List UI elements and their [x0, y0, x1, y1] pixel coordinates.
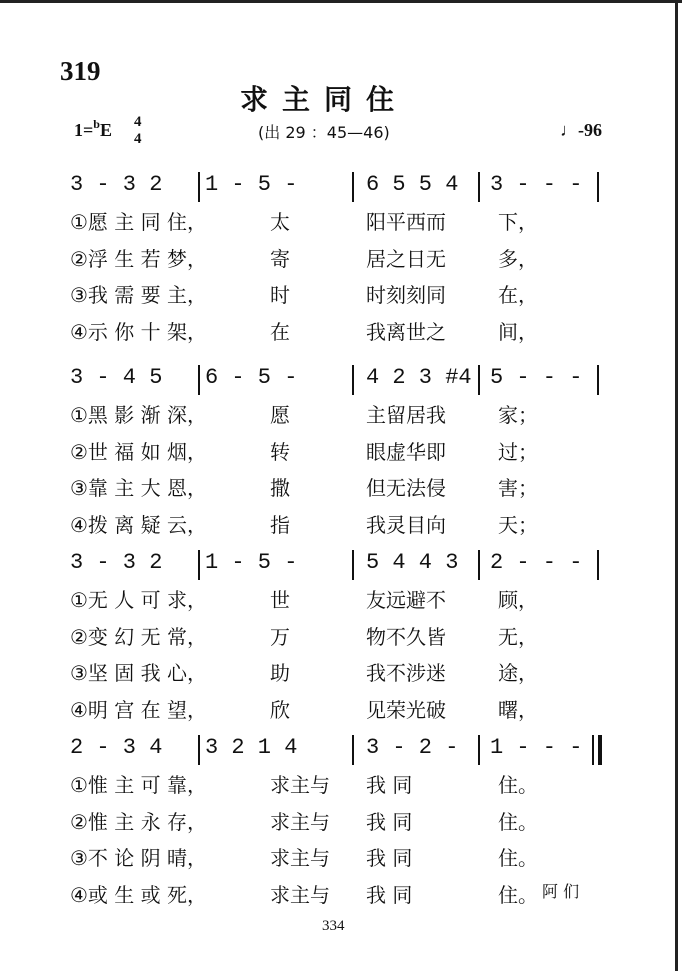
note-measure: 5 - - -: [490, 365, 583, 390]
lyric-segment: ①黑 影 渐 深，: [70, 403, 208, 427]
lyric-segment: 愿: [270, 403, 290, 427]
page-right-edge: [675, 0, 678, 971]
hymn-title: 求主同住: [240, 83, 409, 116]
lyric-segment: 无，: [498, 624, 538, 649]
lyric-segment: 世: [270, 588, 290, 612]
barline: [352, 365, 354, 395]
lyric-segment: ③靠 主 大 恩，: [70, 476, 208, 500]
barline: [478, 735, 480, 765]
barline: [352, 735, 354, 765]
note-measure: 2 - - -: [490, 550, 583, 575]
lyric-segment: ④示 你 十 架，: [70, 319, 208, 344]
note-measure: 5 4 4 3: [366, 550, 459, 575]
lyric-segment: 害；: [498, 476, 538, 500]
lyric-segment: 顾，: [498, 588, 538, 612]
tempo-marking: ♩-96: [560, 120, 602, 140]
lyric-segment: 见荣光破: [366, 697, 446, 722]
lyric-segment: 时刻刻同: [366, 283, 446, 307]
meter-bottom: 4: [134, 131, 142, 147]
note-measure: 1 - - -: [490, 735, 583, 760]
barline: [198, 550, 200, 580]
scripture-reference: (出 29 ：45—46): [258, 123, 390, 142]
note-measure: 3 - 3 2: [70, 172, 163, 197]
lyric-segment: 转: [270, 439, 290, 464]
lyric-segment: 在，: [498, 283, 538, 307]
lyric-segment: ②惟 主 永 存，: [70, 809, 208, 834]
lyric-segment: ③我 需 要 主，: [70, 283, 208, 307]
note-measure: 3 - 4 5: [70, 365, 163, 390]
lyric-segment: 家；: [498, 403, 538, 427]
key-prefix: 1=: [74, 120, 94, 140]
note-measure: 3 - - -: [490, 172, 583, 197]
lyric-segment: 我 同: [366, 809, 413, 834]
lyric-segment: 我离世之: [366, 319, 446, 344]
note-measure: 3 - 2 -: [366, 735, 459, 760]
lyric-segment: 过；: [498, 439, 538, 464]
lyric-segment: 多，: [498, 246, 538, 271]
lyric-segment: 阳平西而: [366, 210, 446, 234]
lyric-segment: 间，: [498, 319, 538, 344]
lyric-segment: 天；: [498, 512, 538, 537]
barline: [478, 365, 480, 395]
lyric-segment: 我不涉迷: [366, 661, 446, 685]
lyric-segment: ②变 幻 无 常，: [70, 624, 208, 649]
lyric-segment: 欣: [270, 697, 290, 722]
hymn-number: 319: [60, 56, 101, 86]
barline: [478, 172, 480, 202]
meter-top: 4: [134, 114, 142, 130]
lyric-segment: 寄: [270, 246, 290, 271]
lyric-segment: 曙，: [498, 697, 538, 722]
note-measure: 3 2 1 4: [205, 735, 298, 760]
lyric-segment: 指: [270, 512, 290, 537]
lyric-segment: 太: [270, 210, 290, 234]
lyric-segment: 我 同: [366, 846, 413, 870]
lyric-segment: 求主与: [270, 773, 330, 797]
lyric-segment: 但无法侵: [366, 476, 446, 500]
lyric-segment: ①惟 主 可 靠，: [70, 773, 208, 797]
lyric-segment: 求主与: [270, 809, 330, 834]
page-number: 334: [322, 918, 345, 934]
lyric-segment: 途，: [498, 661, 538, 685]
lyric-segment: ①愿 主 同 住，: [70, 210, 208, 234]
note-measure: 1 - 5 -: [205, 172, 298, 197]
lyric-segment: ④拨 离 疑 云，: [70, 512, 208, 537]
final-barline-thin: [592, 735, 594, 765]
lyric-segment: 下，: [498, 210, 538, 234]
note-measure: 6 5 5 4: [366, 172, 459, 197]
lyric-segment: ①无 人 可 求，: [70, 588, 208, 612]
lyric-segment: 求主与: [270, 846, 330, 870]
barline: [198, 735, 200, 765]
lyric-segment: 时: [270, 283, 290, 307]
lyric-segment: 住。: [498, 846, 538, 870]
key-letter: E: [99, 120, 112, 140]
time-signature: [134, 114, 142, 148]
barline: [198, 172, 200, 202]
lyric-segment: 求主与: [270, 882, 330, 907]
lyric-segment: 撒: [270, 476, 290, 500]
lyric-segment: 居之日无: [366, 246, 446, 271]
lyric-segment: 我灵目向: [366, 512, 446, 537]
lyric-segment: ③坚 固 我 心，: [70, 661, 208, 685]
lyric-segment: 住。: [498, 882, 538, 907]
key-signature: [74, 117, 112, 141]
amen-text: 阿 们: [542, 881, 580, 901]
lyric-segment: ③不 论 阴 晴，: [70, 846, 208, 870]
barline: [198, 365, 200, 395]
note-measure: 3 - 3 2: [70, 550, 163, 575]
note-measure: 4 2 3 #4: [366, 365, 472, 390]
barline: [352, 550, 354, 580]
lyric-segment: ④或 生 或 死，: [70, 882, 208, 907]
lyric-segment: 住。: [498, 809, 538, 834]
page-top-edge: [0, 0, 682, 3]
lyric-segment: 物不久皆: [366, 624, 446, 649]
lyric-segment: 助: [270, 661, 290, 685]
note-measure: 6 - 5 -: [205, 365, 298, 390]
lyric-segment: 友远避不: [366, 588, 446, 612]
lyric-segment: 主留居我: [366, 403, 446, 427]
key-flat: b: [93, 117, 100, 131]
barline: [597, 172, 599, 202]
lyric-segment: 住。: [498, 773, 538, 797]
lyric-segment: ②浮 生 若 梦，: [70, 246, 208, 271]
barline: [597, 365, 599, 395]
note-measure: 1 - 5 -: [205, 550, 298, 575]
lyric-segment: ④明 宫 在 望，: [70, 697, 208, 722]
barline: [597, 550, 599, 580]
barline: [352, 172, 354, 202]
lyric-segment: 眼虚华即: [366, 439, 446, 464]
lyric-segment: ②世 福 如 烟，: [70, 439, 208, 464]
lyric-segment: 我 同: [366, 882, 413, 907]
note-measure: 2 - 3 4: [70, 735, 163, 760]
lyric-segment: 我 同: [366, 773, 413, 797]
barline: [478, 550, 480, 580]
lyric-segment: 万: [270, 624, 290, 649]
final-barline-thick: [598, 735, 602, 765]
lyric-segment: 在: [270, 319, 290, 344]
